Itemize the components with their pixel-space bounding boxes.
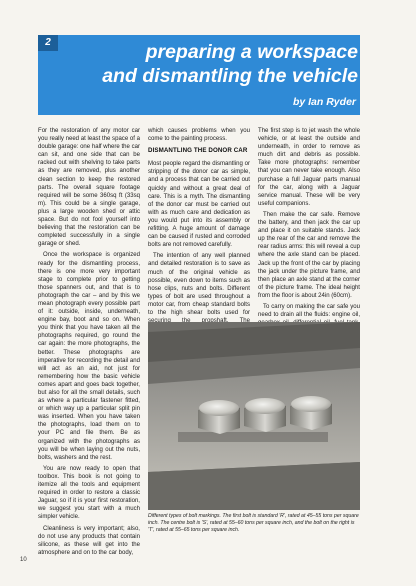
paragraph: Cleanliness is very important; also, do not use any products that contain silicone, as these will get into the atmosphere and on to the car body, [38, 525, 140, 556]
paragraph: The intention of any well planned and detailed restoration is to save as much of the original vehicle as possible, even down to items such as hose clips, nuts and bolts. Different types of bolt are used throughout a motor car, from cheap standard bolts to the high shear bolts used for [148, 253, 250, 316]
page-title [58, 40, 358, 88]
byline: by Ian Ryder [292, 96, 356, 108]
column-1 [38, 127, 140, 575]
bolt-photo [148, 322, 360, 510]
page-number: 10 [20, 557, 27, 563]
column-3 [258, 127, 360, 317]
paragraph: The first step is to jet wash the whole vehicle, or at least the outside and underneath, in order to remove as much dirt and debris as possible. Take more photographs: remember that you can never take enough. Also purchase a full Jaguar parts manual for the car, along with a Jaguar service manual. These will be very useful companions. [258, 128, 360, 207]
paragraph: For the restoration of any motor car you really need at least the space of a double garage: one half where the car can sit, and one side that can be racked out with shelving to take parts as they are removed, plus another clean section to keep the restored parts. The overall square footage required will be some 360sq ft (33sq m). This could be a single garage, plus a large wooden shed or attic space. But do not fool yourself into believing that the restoration can be completed successfully in a single garage or shed. [38, 128, 140, 248]
bolt-heads-illustration [148, 322, 360, 510]
paragraph: You are now ready to open that toolbox. This book is not going to itemize all the tools and equipment required in order to restore a classic Jaguar, so if it is your first restoration, we suggest you start with a much simpler vehicle. [38, 465, 140, 521]
chapter-number: 2 [38, 35, 58, 51]
title-line-2: and dismantling the vehicle [102, 65, 358, 87]
column-2 [148, 127, 250, 317]
paragraph: To carry on making the car safe you need to drain all the fluids: engine oil, [258, 303, 360, 319]
paragraph: Then make the car safe. Remove the battery, and then jack the car up and place it on suitable stands. Jack up the rear of the car and remove the rear radius arms: this will reveal a cup where the axle stand can be placed. Jack up the front of the car by placing the jack under the picture frame, and then place an axle stand at the corner of the picture frame. The ideal height from the floor is about 24in (60cm). [258, 211, 360, 299]
paragraph: which causes problems when you come to the painting process. [148, 128, 250, 143]
paragraph: Once the workspace is organized ready for the dismantling process, there is one more very important stage to complete prior to getting those spanners out, and that is to photograph the car – and by this we mean photograph every possible part of it: outside, inside, underneath, engine bay, boot and so on. When you think that you have taken all the photographs required, go round the car again: the more photographs, the better. These photographs are imperative for recording the detail and will act as an aid, not just for remembering how the basic vehicle comes apart and goes back together, but also for all the small details, such as where a particular fastener fitted, or which way up a particular split pin was inserted. When you have taken the photographs, load them on to your PC and file them. Be as organized with the photographs as you will be when laying out the nuts, bolts, washers and the rest. [38, 252, 140, 461]
section-subhead: DISMANTLING THE DONOR CAR [148, 147, 248, 155]
paragraph: Most people regard the dismantling or stripping of the donor car as simple, and a process that can be carried out quickly and without a great deal of care. This is a myth. The dismantling of the donor car must be carried out with as much care and dedication as you would put into its assembly or refitting. A huge amount of damage can be caused if rusted and corroded bolts are not removed carefully. [148, 161, 250, 249]
title-line-1: preparing a workspace [145, 41, 358, 63]
photo-caption: Different types of bolt markings. The first bolt is standard 'R', rated at 45–55 tons per square inch. The centre bolt is 'S', rated at 55–60 tons per square inch, and the bolt on the right is 'T', rated at 55–65 tons per square inch. [148, 513, 359, 533]
